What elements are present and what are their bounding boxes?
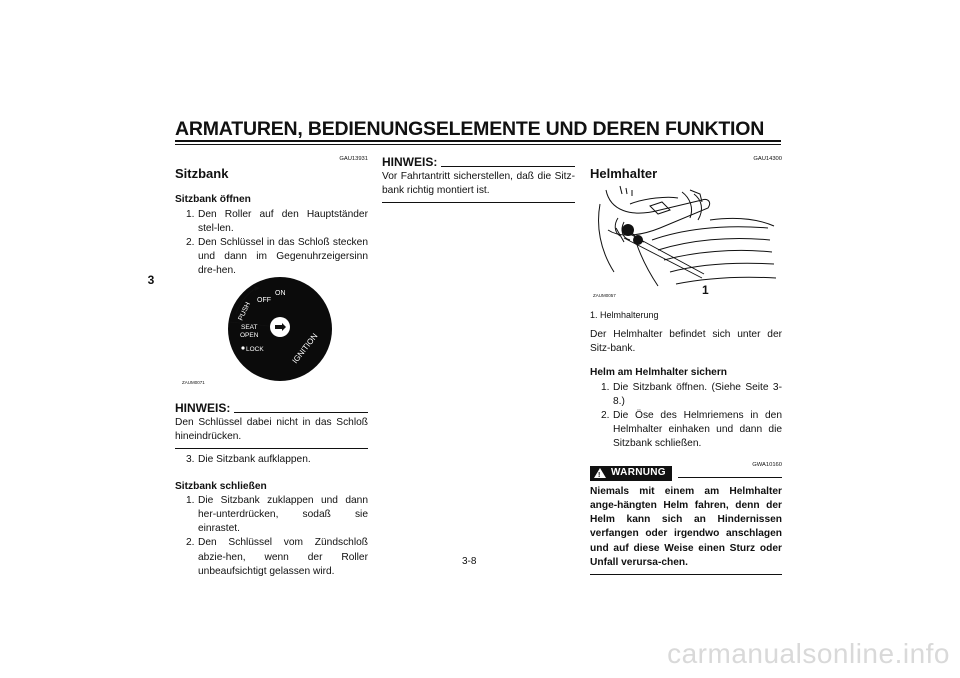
chapter-tab: 3 <box>137 269 165 291</box>
list-item: 1. Die Sitzbank öffnen. (Siehe Seite 3-8.) <box>601 381 782 407</box>
watermark: carmanualsonline.info <box>667 638 950 669</box>
seat-label: SEAT <box>241 324 258 331</box>
section-code: GAU13931 <box>339 156 368 162</box>
figure-code: ZAUM0057 <box>593 293 616 298</box>
open-step3 <box>175 453 368 467</box>
list-item: 1. Die Sitzbank zuklappen und dann her-unterdrücken, sodaß sie einrastet. <box>186 494 368 535</box>
list-item: 2. Den Schlüssel vom Zündschloß abzie-hen, wenn der Roller unbeaufsichtigt gelassen wird. <box>186 537 368 577</box>
right-column <box>590 152 782 181</box>
push-label: PUSH <box>237 301 253 322</box>
warning-triangle-icon: ! <box>594 468 606 478</box>
section-code: GAU14300 <box>753 156 782 162</box>
list-item: 2. Die Öse des Helmriemens in den Helmhalter einhaken und dann die Sitzbank schließen. <box>601 410 782 450</box>
page-header-title: ARMATUREN, BEDIENUNGSELEMENTE UND DEREN FUNKTION <box>175 118 765 140</box>
secure-steps-list <box>590 381 782 452</box>
hinweis-label: HINWEIS: <box>382 154 438 169</box>
hinweis-end-rule <box>382 202 575 203</box>
section-heading-sitzbank: Sitzbank <box>175 166 229 182</box>
left-column-lower <box>175 401 368 579</box>
hinweis-text: Den Schlüssel dabei nicht in das Schloß hineindrücken. <box>175 417 368 443</box>
on-label: ON <box>275 290 286 297</box>
helmet-holder-figure <box>590 180 782 300</box>
hinweis-text: Vor Fahrtantritt sicherstellen, daß die Sitz-bank richtig montiert ist. <box>382 171 575 197</box>
header-rule-thin <box>175 144 781 145</box>
header-rule <box>175 140 781 142</box>
subheading-secure: Helm am Helmhalter sichern <box>590 367 728 379</box>
hinweis-label: HINWEIS: <box>175 400 231 415</box>
warning-code: GWA10160 <box>752 461 782 468</box>
ignition-label: IGNITION <box>290 331 320 366</box>
off-label: OFF <box>257 297 271 304</box>
intro-paragraph: Der Helmhalter befindet sich unter der Sitz-bank. <box>590 329 782 355</box>
subheading-open: Sitzbank öffnen <box>175 194 251 206</box>
warning-label: WARNUNG <box>611 467 666 479</box>
section-heading-helmhalter: Helmhalter <box>590 166 658 182</box>
figure-code: ZAUM0071 <box>182 380 205 385</box>
open-steps-list <box>175 208 368 279</box>
list-item: 3. Die Sitzbank aufklappen. <box>186 454 311 466</box>
warning-end-rule <box>590 574 782 575</box>
hinweis-end-rule <box>175 448 368 449</box>
figure-callout-1: 1 <box>702 283 709 297</box>
right-column-lower <box>590 309 782 575</box>
hinweis-header <box>382 155 575 169</box>
middle-column <box>382 155 575 203</box>
page-number: 3-8 <box>462 556 477 567</box>
left-column <box>175 152 368 279</box>
lock-label: LOCK <box>246 346 264 353</box>
warning-text: Niemals mit einem am Helmhalter ange-hängten Helm fahren, denn der Helm kann sich an Hindernissen verfangen oder irgendwo anschlagen und auf diese Weise einen Sturz oder Unfall verursa-chen. <box>590 485 782 568</box>
warning-badge <box>590 466 672 481</box>
figure-caption: 1. Helmhalterung <box>590 310 659 320</box>
subheading-close: Sitzbank schließen <box>175 480 267 492</box>
hinweis-header <box>175 401 368 415</box>
close-steps-list <box>175 494 368 579</box>
list-item: 2. Den Schlüssel in das Schloß stecken und dann im Gegenuhrzeigersinn dre-hen. <box>186 237 368 277</box>
ignition-switch-figure <box>178 272 368 390</box>
list-item: 1. Den Roller auf den Hauptständer stel-len. <box>186 208 368 234</box>
open-label: OPEN <box>240 332 259 339</box>
